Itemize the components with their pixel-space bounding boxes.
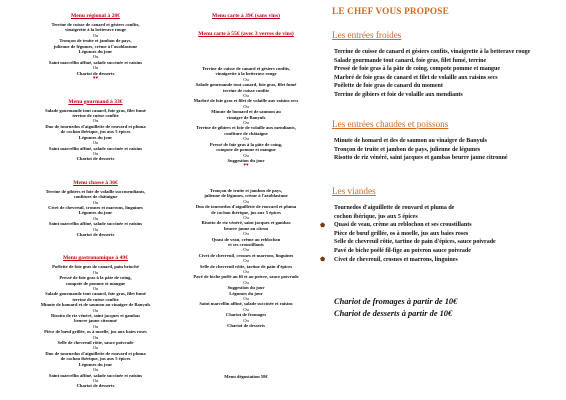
menu-line: vinaigrette à la betterave rouge [215, 71, 277, 77]
or-separator: Ou [243, 198, 249, 204]
heart-icon: ♥♥ [243, 162, 249, 168]
or-separator: Ou [243, 231, 249, 237]
menu-line: Selle de chevreuil rôtie, tartine de pain d'épices [199, 263, 293, 269]
menu-line: Saint marcellin affiné, salade succinée et raisins [48, 59, 143, 65]
or-separator: Ou [243, 269, 249, 274]
menu-line: Civet de chevreuil, crosnes et marrons, linguines [198, 252, 294, 258]
dish-item: Pressé de foie gras à la pâte de coing, compote pomme et mangue [334, 66, 501, 73]
menu-regional-title: Menu régional à 28€ [71, 13, 120, 19]
or-separator: Ou [243, 247, 249, 253]
dish-item: Pavé de biche poêlé fil-fige au poivron sauce poivrade [334, 247, 471, 254]
viandes-title: Les viandes [332, 186, 376, 196]
menu-line: beurre jaune citronné [74, 318, 117, 324]
menu-line: beurre jaune au citron [223, 225, 269, 231]
menu-gastronomique-title: Menu gastronomique à 49€ [62, 255, 128, 262]
menu-line: et ses croustillants [228, 241, 264, 247]
or-separator: Ou [92, 307, 99, 313]
or-separator: Ou [92, 323, 99, 329]
menu-line: Chariot de fromages [225, 312, 267, 318]
menu-line: Légumes du jour [229, 290, 263, 296]
or-separator: Ou [92, 118, 99, 124]
or-separator: Ou [243, 76, 249, 82]
menu-line: Risotto de riz vénéré, saint jacques et gambas [201, 220, 291, 226]
menu-line: Saint marcellin affiné, salade succinée et raisins [48, 372, 143, 378]
shield-bullet-icon: ⬟ [320, 257, 326, 263]
menu-line: Poêlette de foie gras de canard, pain brioché [52, 264, 139, 270]
menu-line: Tronçon de truite et jambon de pays, [209, 187, 283, 193]
or-separator: Ou [92, 150, 99, 156]
or-separator: Ou [92, 377, 99, 383]
menu-line: Chariot de desserts [76, 156, 115, 162]
or-separator: Ou [243, 306, 249, 312]
menu-line: Minute de homard et de saumon au [211, 109, 281, 115]
menu-line: Salade gourmande tout canard, foie gras, filet fumé [45, 107, 146, 113]
menu-line: Pavé de biche poêlé au fil et au poivre, sauce poivrade [193, 274, 299, 280]
dish-item: Quasi de veau, crème au reblochon et ses croustillants [334, 222, 472, 229]
menu-line: Salade gourmande tout canard, foie gras, filet fumé [195, 82, 297, 88]
menu-carte-39-title: Menu carte à 39€ (sans vins) [212, 13, 280, 19]
menu-chasse-title: Menu chasse à 36€ [73, 179, 118, 186]
menu-line: Duo de tournedos d'aiguillette de rouvard et pluma [45, 350, 146, 356]
or-separator: Ou [243, 258, 249, 264]
menu-line: Légumes du jour [78, 210, 113, 216]
menu-line: vinaigrette à la betterave rouge [64, 27, 127, 33]
or-separator: Ou [243, 296, 249, 302]
dish-item: Pièce de bœuf grillée, os à moelle, jus aux baies roses [334, 230, 469, 237]
or-separator: Ou [243, 152, 249, 158]
or-separator: Ou [92, 345, 99, 351]
entrees-chaudes-list [334, 137, 508, 163]
dish-item: Marbré de foie gras de canard et filet de volaille aux raisins secs [334, 74, 498, 81]
menu-line: Duo de tournedos d'aiguillette de rouvard et pluma [195, 204, 297, 210]
menu-line: Suggestion du jour [227, 157, 265, 163]
menu-line: julienne de légumes, crème à l'axoblastune [53, 43, 138, 49]
dish-item: Tournedos d'aiguillette de rouvard et pluma de [334, 205, 455, 211]
menu-line: Terrine de cuisse de canard et gésiers confits, [201, 66, 291, 71]
dish-item: Poêlette de foie gras de canard du moment [334, 83, 443, 90]
menu-gastronomique-list [4, 264, 187, 388]
chef-title: LE CHEF VOUS PROPOSE [332, 6, 449, 16]
or-separator: Ou [243, 120, 249, 126]
entrees-froides-title: Les entrées froides [332, 30, 402, 40]
middle-carte-column [166, 0, 326, 380]
menu-carte-55-title: Menu carte à 55€ (avec 3 verres de vins) [198, 31, 294, 37]
menu-line: Selle de chevreuil rôtie, sauce poivrade [57, 340, 134, 346]
dish-item: Risotto de riz vénéré, saint jacques et gambas beurre jaune citronné [334, 155, 508, 162]
dish-item: Terrine de gibiers et foie de volaille aux mendiants [334, 91, 463, 98]
or-separator: Ou [92, 367, 99, 373]
or-separator: Ou [243, 214, 249, 220]
dish-item: Minute de homard et des de saumon au vinaigre de Banyuls [334, 138, 487, 144]
menu-line: Tronçon de truite et jambon de pays, [59, 38, 132, 44]
menu-line: julienne de légumes, crème à l'axoblastune [204, 193, 288, 199]
menu-line: terrine de cuisse confite [72, 113, 119, 119]
or-separator: Ou [92, 286, 99, 291]
menu-line: de cochon ibérique, jus aux 5 épices [211, 209, 281, 215]
menu-line: Pressé de foie gras à la pâte de coing, [59, 275, 132, 281]
or-separator: Ou [243, 279, 249, 285]
menu-line: Légumes du jour [78, 134, 113, 140]
menu-line: Légumes du jour [78, 361, 113, 367]
menu-line: Légumes du jour [78, 49, 113, 55]
or-separator: Ou [92, 226, 99, 232]
menu-line: terrine de cuisse confite [222, 87, 270, 93]
menu-line: Salade gourmande tout canard, foie gras, filet fumé [45, 291, 146, 297]
menu-line: compote de pomme et mangue [65, 280, 126, 286]
or-separator: Ou [92, 199, 99, 205]
menu-chasse-list [4, 189, 187, 238]
menu-line: Chariot de desserts [76, 383, 115, 389]
left-menus-column [4, 0, 187, 389]
dish-item: cochon ibérique, jus aux 5 épices [334, 213, 418, 220]
shield-bullet-icon: ⬟ [320, 223, 326, 229]
or-separator: Ou [92, 32, 99, 38]
menu-line: Chariot de desserts [227, 323, 265, 329]
menu-line: Chariot de desserts [76, 70, 115, 76]
menu-line: confiture de châtaigne [73, 194, 118, 200]
or-separator: Ou [92, 215, 99, 221]
menu-line: vinaigre de Banyuls [226, 114, 266, 120]
menu-gourmand-title: Menu gourmand à 33€ [68, 98, 123, 105]
menu-line: Saint marcellin affiné, salade succinée et raisins [48, 221, 143, 227]
heart-icon: ♥♥ [92, 75, 99, 81]
or-separator: Ou [92, 140, 99, 146]
menu-line: Suggestion du jour [227, 285, 265, 291]
or-separator: Ou [243, 317, 249, 323]
carte-mains-list [166, 188, 326, 329]
chariot-fromages: Chariot de fromages à partir de 10€ [334, 297, 458, 306]
menu-degustation: Menu dégustation 58€ [224, 374, 268, 380]
menu-line: compote de pomme et mangue [216, 147, 276, 153]
entrees-chaudes-title: Les entrées chaudes et poissons [332, 119, 449, 129]
menu-line: Terrine de cuisse de canard et gésiers confits, [51, 22, 140, 27]
dish-item: Selle de chevreuil rôtie, tartine de pain d'épices, sauce poivrade [334, 239, 496, 246]
dish-item: Civet de chevreuil, crosnes et marrons, linguines [334, 256, 458, 263]
or-separator: Ou [92, 65, 99, 71]
menu-line: de cochon ibérique, jus aux 5 épices [60, 129, 131, 135]
menu-line: Terrine de gibiers et foie de volaille aux mendiants, [196, 125, 296, 131]
menu-line: Saint marcellin affiné, salade succinée et raisins [199, 301, 293, 307]
menu-line: Civet de chevreuil, crosnes et marrons, linguines [48, 204, 143, 210]
or-separator: Ou [92, 269, 99, 275]
menu-line: Terrine de gibiers et foie de volaille succmendiants, [45, 188, 146, 194]
chariot-desserts: Chariot de desserts à partir de 10€ [334, 309, 453, 318]
menu-line: Pressé de foie gras à la pâte de coing, [209, 141, 283, 147]
menu-line: terrine de cuisse confite [72, 296, 119, 302]
menu-regional-list [4, 22, 187, 76]
menu-line: Duo de tournedos d'aiguillette de rouvard et pluma [45, 123, 146, 129]
menu-line: de cochon ibérique, jus aux 5 épices [60, 356, 131, 362]
or-separator: Ou [243, 136, 249, 142]
menu-line: Minute de homard et de saumon au vinaigre de Banyuls [40, 302, 151, 308]
viandes-list [334, 204, 496, 264]
menu-line: Saint marcellin affiné, salade succinée et raisins [48, 145, 143, 151]
menu-gourmand-list [4, 108, 187, 162]
menu-line: Quasi de veau, crème au reblochon [211, 236, 281, 242]
carte-starters-list [166, 66, 326, 163]
or-separator: Ou [92, 334, 99, 340]
menu-line: confiture de châtaigne [224, 130, 268, 136]
or-separator: Ou [243, 103, 249, 109]
menu-line: Risotto de riz vénéré, saint jacques et gambas [50, 313, 141, 319]
or-separator: Ou [92, 54, 99, 60]
dish-item: Tronçon de truite et jambon de pays, julienne de légumes [334, 146, 481, 153]
dish-item: Salade gourmande tout canard, foie gras, filet fumé, terrine [334, 57, 487, 64]
menu-line: Pièce de bœuf grillée, os à moelle, jus aux baies roses [44, 329, 147, 335]
menu-line: Marbré de foie gras et filet de volaille aux raisins secs [193, 98, 299, 104]
or-separator: Ou [243, 93, 249, 99]
dish-item: Terrine de cuisse de canard et gésiers confits, vinaigrette à la betterave rouge [334, 49, 531, 55]
menu-line: Chariot de desserts [76, 231, 115, 237]
chef-proposes-column [332, 0, 562, 400]
entrees-froides-list [334, 48, 530, 100]
